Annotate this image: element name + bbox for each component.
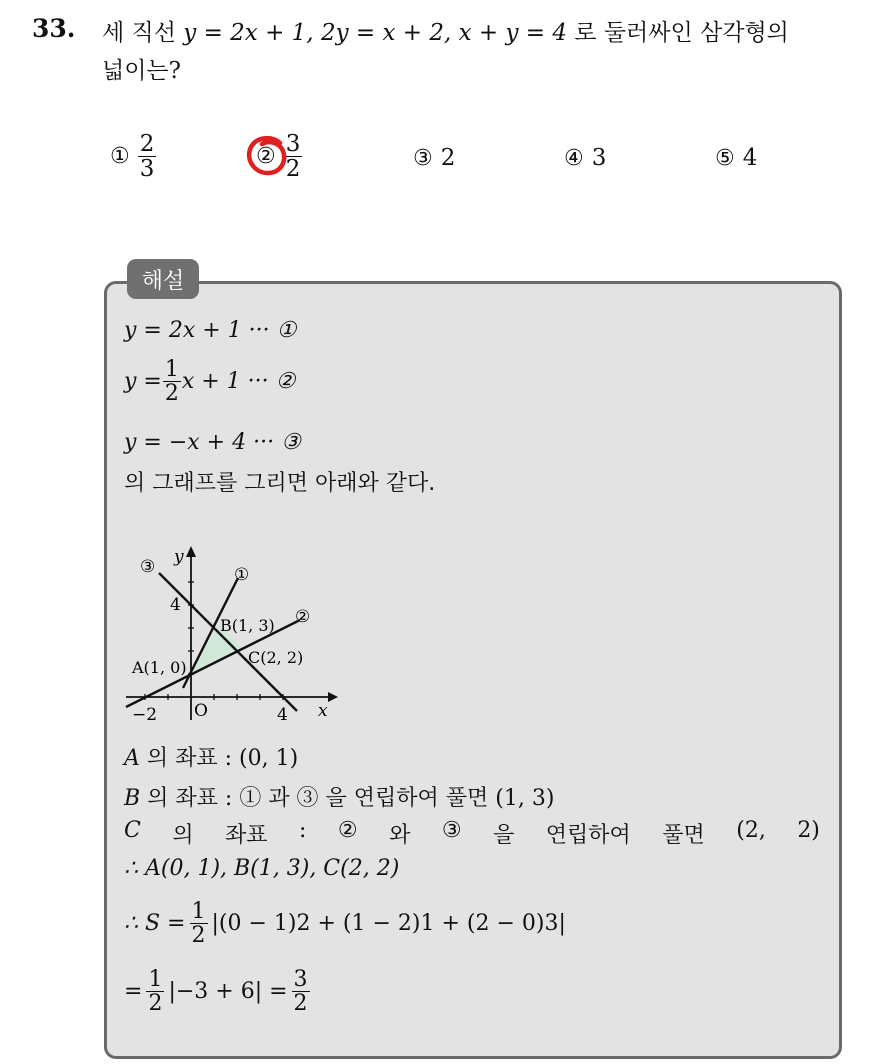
label-point-c: C(2, 2) (248, 648, 304, 667)
c-word-9: 풀면 (662, 823, 705, 848)
line-3 (159, 573, 297, 711)
label-circled-1: ① (234, 565, 250, 585)
tick-label-neg2: −2 (132, 705, 158, 725)
solution-line-1: y = 2x + 1 ··· ① (124, 318, 297, 343)
final-fraction-1 (146, 968, 164, 1015)
label-point-b: B(1, 3) (220, 616, 275, 635)
choice-2-marker (256, 144, 276, 169)
label-x-axis: x (318, 701, 328, 721)
choice-4-marker: ④ (564, 145, 584, 171)
question-prefix: 세 직선 (102, 20, 176, 46)
label-origin: O (194, 701, 208, 721)
c-word-4: ② (337, 818, 358, 843)
c-word-2: 좌표 (225, 823, 268, 848)
c-word-11: 2) (797, 818, 820, 843)
c-word-1: 의 (172, 823, 194, 848)
tick-label-x4: 4 (277, 705, 288, 725)
choice-1-marker: ① (110, 144, 130, 170)
area-denominator: 2 (191, 923, 206, 949)
c-word-8: 연립하여 (545, 823, 631, 848)
choice-2-marker-glyph: ② (256, 144, 276, 170)
final-numerator-1: 1 (148, 967, 163, 992)
equation-1: y = 2x + 1, (183, 20, 314, 46)
area-fraction (190, 900, 208, 947)
choice-2-numerator: 3 (285, 131, 301, 157)
solution-tag: 해설 (127, 259, 199, 299)
solution-line-4: 의 그래프를 그리면 아래와 같다. (124, 471, 436, 496)
solution-b-line (124, 781, 554, 812)
area-expression: |(0 − 1)2 + (1 − 2)1 + (2 − 0)3| (211, 911, 566, 937)
choice-1[interactable] (110, 132, 156, 181)
y-axis-arrow-icon (186, 546, 196, 557)
final-denominator-2: 2 (293, 991, 308, 1017)
c-word-10: (2, (736, 818, 766, 843)
line2-prefix: y = (124, 369, 162, 395)
line2-suffix: x + 1 ··· ② (181, 369, 296, 395)
solution-line-2 (124, 358, 295, 405)
choice-4-value: 3 (591, 145, 607, 171)
final-prefix: = (124, 979, 143, 1005)
c-word-0: C (124, 818, 141, 843)
line2-fraction (163, 358, 181, 405)
label-circled-3: ③ (140, 557, 156, 577)
final-denominator-1: 2 (148, 991, 163, 1017)
x-axis-arrow-icon (328, 692, 338, 702)
b-variable: B (124, 786, 141, 811)
choice-1-numerator: 2 (139, 131, 155, 157)
choice-1-denominator: 3 (139, 156, 155, 183)
c-word-3: : (299, 818, 307, 843)
label-circled-2: ② (295, 607, 311, 627)
choice-5[interactable] (715, 145, 757, 171)
solution-final-line (124, 968, 314, 1015)
final-middle: |−3 + 6| = (168, 979, 288, 1005)
final-numerator-2: 3 (293, 967, 308, 992)
solution-c-line (124, 818, 820, 849)
c-word-7: 을 (493, 823, 515, 848)
coordinate-graph (122, 540, 352, 730)
selection-circle-icon (245, 134, 289, 178)
b-rest: 의 좌표 : ① 과 ③ 을 연립하여 풀면 (1, 3) (147, 786, 555, 811)
choice-4[interactable] (564, 145, 606, 171)
question-line-1 (102, 14, 789, 47)
a-variable: A (124, 746, 140, 771)
line2-numerator: 1 (164, 357, 179, 382)
solution-line-3: y = −x + 4 ··· ③ (124, 430, 301, 455)
question-suffix: 로 둘러싸인 삼각형의 (574, 20, 789, 46)
equation-2: 2y = x + 2, (320, 20, 452, 46)
label-y-axis: y (174, 547, 184, 567)
choice-2-denominator: 2 (285, 156, 301, 183)
final-fraction-2 (292, 968, 310, 1015)
label-point-a: A(1, 0) (132, 658, 187, 677)
choice-5-marker: ⑤ (715, 145, 735, 171)
solution-area-line (124, 900, 566, 947)
question-line-2: 넓이는? (102, 58, 181, 84)
choice-2[interactable] (256, 132, 302, 181)
solution-therefore-line: ∴ A(0, 1), B(1, 3), C(2, 2) (124, 856, 400, 881)
equation-3: x + y = 4 (458, 20, 567, 46)
area-numerator: 1 (191, 899, 206, 924)
c-word-5: 와 (389, 823, 411, 848)
a-rest: 의 좌표 : (0, 1) (146, 746, 299, 771)
choice-1-fraction (138, 132, 157, 181)
choice-3[interactable] (413, 145, 455, 171)
area-prefix: ∴ S = (124, 911, 186, 937)
c-word-6: ③ (441, 818, 462, 843)
choice-3-marker: ③ (413, 145, 433, 171)
choice-5-value: 4 (742, 145, 758, 171)
question-number: 33. (32, 14, 76, 43)
solution-a-line (124, 741, 298, 772)
choice-3-value: 2 (440, 145, 456, 171)
tick-label-y4: 4 (170, 595, 181, 615)
line2-denominator: 2 (164, 381, 179, 407)
